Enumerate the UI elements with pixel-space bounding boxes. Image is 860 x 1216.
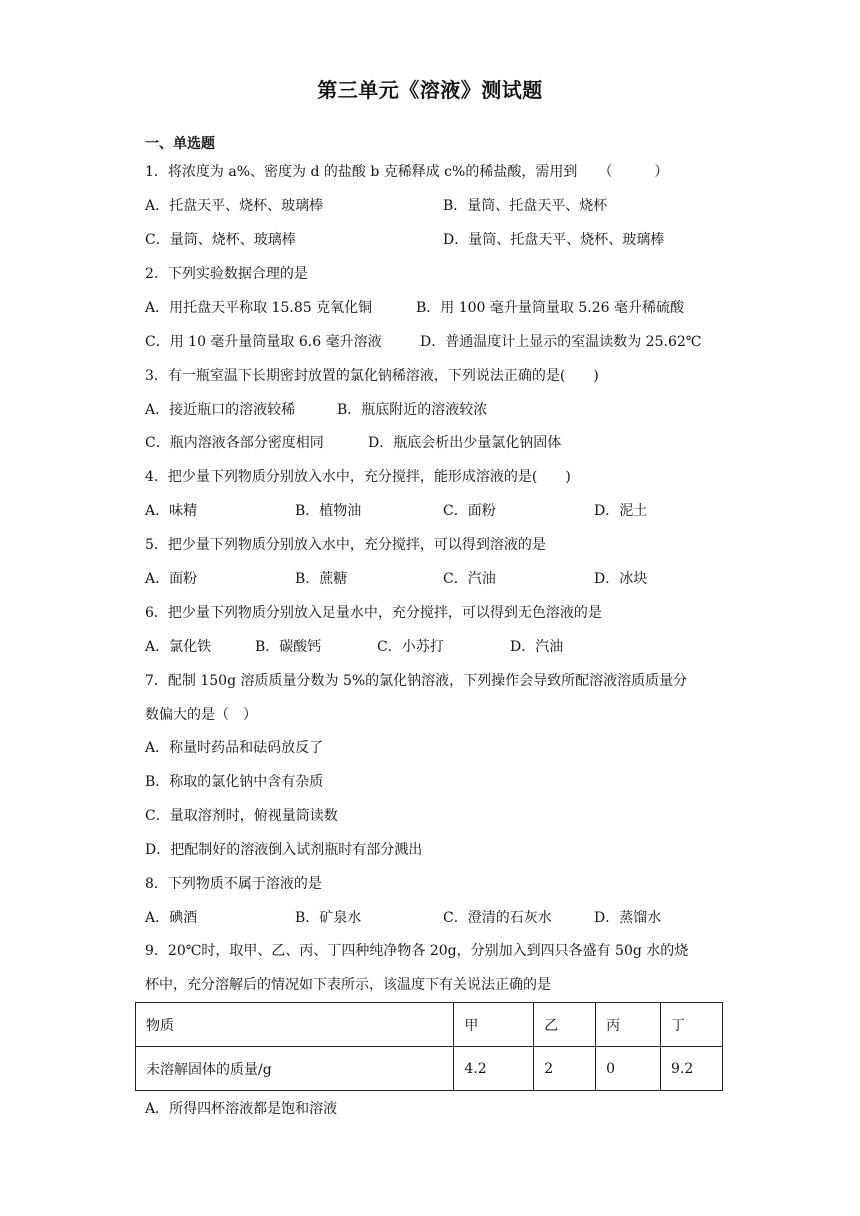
- table-cell: 丁: [661, 1003, 723, 1047]
- table-cell: 9.2: [661, 1047, 723, 1091]
- table-cell: 丙: [596, 1003, 661, 1047]
- q2-option-b: B．用 100 毫升量筒量取 5.26 毫升稀硫酸: [416, 300, 684, 316]
- question-3-stem: 3．有一瓶室温下长期密封放置的氯化钠稀溶液，下列说法正确的是( ): [145, 368, 599, 384]
- q8-option-a: A．碘酒: [145, 910, 198, 926]
- q6-option-d: D．汽油: [510, 639, 564, 655]
- page-title: 第三单元《溶液》测试题: [317, 78, 543, 102]
- q8-option-b: B．矿泉水: [295, 910, 362, 926]
- table-header-row: [136, 1003, 723, 1047]
- q7-option-c: C．量取溶剂时，俯视量筒读数: [145, 808, 338, 824]
- question-4-stem: 4．把少量下列物质分别放入水中，充分搅拌，能形成溶液的是( ): [145, 469, 571, 485]
- question-8-stem: 8．下列物质不属于溶液的是: [145, 876, 322, 892]
- question-7-stem-cont: 数偏大的是（ ）: [145, 707, 257, 723]
- q7-option-a: A．称量时药品和砝码放反了: [145, 740, 324, 756]
- question-2-stem: 2．下列实验数据合理的是: [145, 266, 308, 282]
- q2-option-c: C．用 10 毫升量筒量取 6.6 毫升溶液: [145, 334, 382, 350]
- q4-option-c: C．面粉: [443, 503, 496, 519]
- table-cell: 未溶解固体的质量/g: [136, 1047, 454, 1091]
- table-cell: 4.2: [454, 1047, 534, 1091]
- q1-option-b: B．量筒、托盘天平、烧杯: [443, 198, 608, 214]
- q7-option-b: B．称取的氯化钠中含有杂质: [145, 774, 324, 790]
- q5-option-a: A．面粉: [145, 571, 198, 587]
- q6-option-c: C．小苏打: [377, 639, 444, 655]
- table-row: [136, 1047, 723, 1091]
- question-9-stem: 9．20℃时，取甲、乙、丙、丁四种纯净物各 20g，分别加入到四只各盛有 50g 水的烧: [145, 943, 689, 959]
- q5-option-b: B．蔗糖: [295, 571, 348, 587]
- q8-option-c: C．澄清的石灰水: [443, 910, 552, 926]
- q3-option-d: D．瓶底会析出少量氯化钠固体: [368, 435, 562, 451]
- q3-option-a: A．接近瓶口的溶液较稀: [145, 402, 296, 418]
- q3-option-c: C．瓶内溶液各部分密度相同: [145, 435, 324, 451]
- q3-option-b: B．瓶底附近的溶液较浓: [337, 402, 488, 418]
- table-cell: 0: [596, 1047, 661, 1091]
- table-cell: 物质: [136, 1003, 454, 1047]
- section-heading: 一、单选题: [145, 136, 215, 152]
- q6-option-b: B．碳酸钙: [255, 639, 322, 655]
- question-6-stem: 6．把少量下列物质分别放入足量水中，充分搅拌，可以得到无色溶液的是: [145, 605, 602, 621]
- q5-option-c: C．汽油: [443, 571, 496, 587]
- q9-option-a: A．所得四杯溶液都是饱和溶液: [145, 1101, 338, 1117]
- q4-option-d: D．泥土: [594, 503, 648, 519]
- q4-option-a: A．味精: [145, 503, 198, 519]
- q5-option-d: D．冰块: [594, 571, 648, 587]
- question-9-stem-cont: 杯中，充分溶解后的情况如下表所示，该温度下有关说法正确的是: [145, 977, 551, 993]
- question-5-stem: 5．把少量下列物质分别放入水中，充分搅拌，可以得到溶液的是: [145, 537, 546, 553]
- table-cell: 甲: [454, 1003, 534, 1047]
- q4-option-b: B．植物油: [295, 503, 362, 519]
- q8-option-d: D．蒸馏水: [594, 910, 662, 926]
- q7-option-d: D．把配制好的溶液倒入试剂瓶时有部分溅出: [145, 842, 423, 858]
- table-cell: 2: [534, 1047, 596, 1091]
- question-7-stem: 7．配制 150g 溶质质量分数为 5%的氯化钠溶液，下列操作会导致所配溶液溶质质量分: [145, 673, 688, 689]
- q2-option-a: A．用托盘天平称取 15.85 克氧化铜: [145, 300, 373, 316]
- question-1-stem: 1．将浓度为 a%、密度为 d 的盐酸 b 克稀释成 c%的稀盐酸，需用到 （ ）: [145, 164, 669, 180]
- table-cell: 乙: [534, 1003, 596, 1047]
- data-table: [135, 1002, 723, 1091]
- q2-option-d: D．普通温度计上显示的室温读数为 25.62℃: [420, 334, 702, 350]
- q1-option-c: C．量筒、烧杯、玻璃棒: [145, 232, 296, 248]
- q6-option-a: A．氯化铁: [145, 639, 212, 655]
- q1-option-d: D．量筒、托盘天平、烧杯、玻璃棒: [443, 232, 665, 248]
- q1-option-a: A．托盘天平、烧杯、玻璃棒: [145, 198, 324, 214]
